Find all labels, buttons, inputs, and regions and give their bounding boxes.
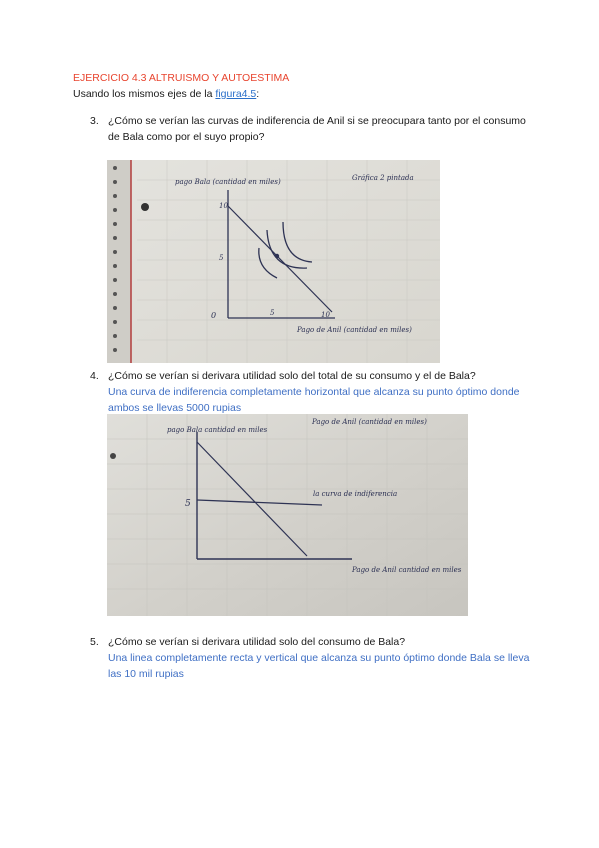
tick-x10: 10 xyxy=(321,311,330,319)
x-axis-label: Pago de Anil (cantidad en miles) xyxy=(297,326,412,334)
question-text: ¿Cómo se verían si derivara utilidad solo del total de su consumo y el de Bala? xyxy=(108,370,476,382)
y-axis-label: pago Bala cantidad en miles xyxy=(167,426,268,434)
y-axis-label: pago Bala (cantidad en miles) xyxy=(175,178,281,186)
optimum-point xyxy=(275,254,279,258)
tick-y10: 10 xyxy=(219,202,228,210)
question-number: 3. xyxy=(90,115,99,127)
answer-text: Una linea completamente recta y vertical que alcanza su punto óptimo donde Bala se lleva las 10 mil rupias xyxy=(108,652,530,680)
question-number: 4. xyxy=(90,370,99,382)
tick-x0: 0 xyxy=(211,311,217,320)
tick-x5: 5 xyxy=(270,309,275,317)
question-text: ¿Cómo se verían las curvas de indiferencia de Anil si se preocupara tanto por el consumo de Bala como por el suyo propio? xyxy=(108,115,526,143)
figure-link[interactable]: figura4.5 xyxy=(215,88,257,100)
question-number: 5. xyxy=(90,636,99,648)
graph-photo-2 xyxy=(107,414,468,616)
tick-y5: 5 xyxy=(219,254,224,262)
curve-label: la curva de indiferencia xyxy=(313,490,398,498)
intro-line xyxy=(73,88,259,100)
note-label: Gráfica 2 pintada xyxy=(352,174,414,182)
intro-colon: : xyxy=(256,88,260,100)
exercise-title: EJERCICIO 4.3 ALTRUISMO Y AUTOESTIMA xyxy=(73,72,290,84)
question-text: ¿Cómo se verían si derivara utilidad solo del consumo de Bala? xyxy=(108,636,406,648)
x-axis-label-top: Pago de Anil (cantidad en miles) xyxy=(312,418,427,426)
x-axis-label: Pago de Anil cantidad en miles xyxy=(352,566,462,574)
graph-photo-1 xyxy=(107,160,440,363)
intro-text: Usando los mismos ejes de la xyxy=(73,88,216,100)
tick-y5: 5 xyxy=(185,499,191,509)
answer-text: Una curva de indiferencia completamente horizontal que alcanza su punto óptimo donde ambos se llevas 5000 rupias xyxy=(108,386,520,414)
